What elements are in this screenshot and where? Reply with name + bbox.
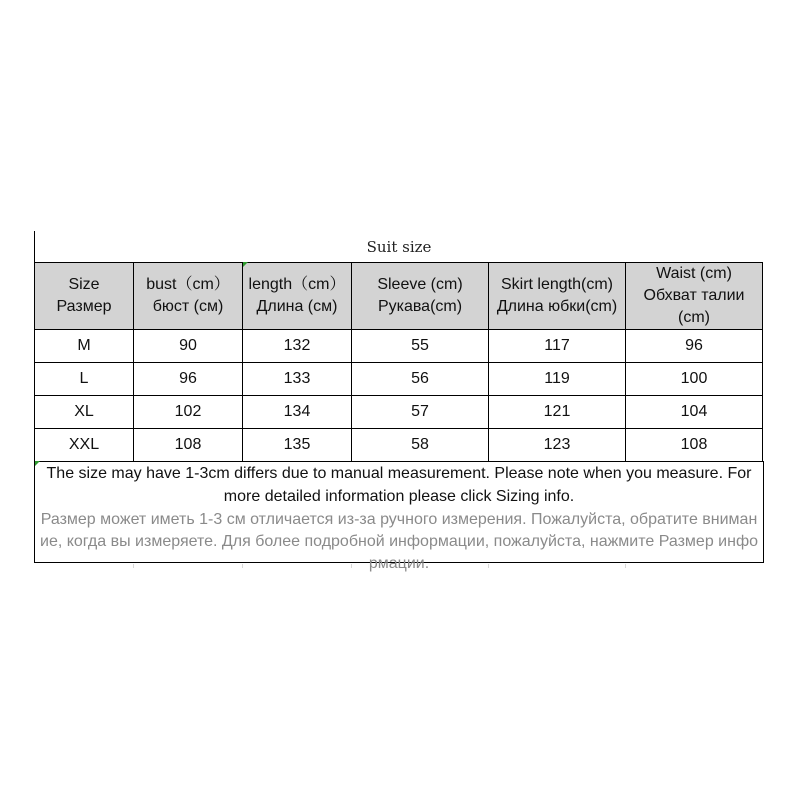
cell-length: 135 xyxy=(243,429,352,462)
size-chart xyxy=(34,231,762,572)
cell-waist: 100 xyxy=(626,363,763,396)
header-length: length（cm） Длина (см) xyxy=(243,263,352,330)
header-skirt-length: Skirt length(cm) Длина юбки(cm) xyxy=(489,263,626,330)
cell-bust: 90 xyxy=(134,330,243,363)
cell-skirt-length: 119 xyxy=(489,363,626,396)
cell-size: M xyxy=(35,330,134,363)
cell-bust: 96 xyxy=(134,363,243,396)
grid-line xyxy=(351,564,352,568)
cell-length: 133 xyxy=(243,363,352,396)
cell-length: 134 xyxy=(243,396,352,429)
cell-skirt-length: 121 xyxy=(489,396,626,429)
header-size: Size Размер xyxy=(35,263,134,330)
table-row xyxy=(35,330,763,363)
cell-length: 132 xyxy=(243,330,352,363)
cell-sleeve: 55 xyxy=(352,330,489,363)
size-table xyxy=(34,262,763,462)
note-english: The size may have 1-3cm differs due to manual measurement. Please note when you measure. For more detailed information please click Sizing info. xyxy=(46,465,752,505)
cell-sleeve: 57 xyxy=(352,396,489,429)
header-waist: Waist (cm) Обхват талии (cm) xyxy=(626,263,763,330)
cell-sleeve: 58 xyxy=(352,429,489,462)
header-sleeve: Sleeve (cm) Рукава(cm) xyxy=(352,263,489,330)
comment-marker-icon xyxy=(243,262,248,267)
cell-waist: 108 xyxy=(626,429,763,462)
table-row xyxy=(35,396,763,429)
cell-bust: 108 xyxy=(134,429,243,462)
chart-title: Suit size xyxy=(34,231,763,262)
grid-line xyxy=(488,564,489,568)
cell-bust: 102 xyxy=(134,396,243,429)
cell-skirt-length: 123 xyxy=(489,429,626,462)
measurement-note xyxy=(34,461,764,572)
grid-line xyxy=(625,564,626,568)
cell-size: XXL xyxy=(35,429,134,462)
cell-size: XL xyxy=(35,396,134,429)
header-bust: bust（cm） бюст (см) xyxy=(134,263,243,330)
cell-size: L xyxy=(35,363,134,396)
table-row xyxy=(35,429,763,462)
header-row xyxy=(35,263,763,330)
grid-line xyxy=(242,564,243,568)
comment-marker-icon xyxy=(35,461,40,466)
note-russian: Размер может иметь 1-3 см отличается из-за ручного измерения. Пожалуйста, обратите внимание, когда вы измеряете. Для более подробной информации, пожалуйста, нажмите Размер информации. xyxy=(40,511,758,572)
cell-waist: 104 xyxy=(626,396,763,429)
cell-waist: 96 xyxy=(626,330,763,363)
cell-sleeve: 56 xyxy=(352,363,489,396)
table-row xyxy=(35,363,763,396)
cell-skirt-length: 117 xyxy=(489,330,626,363)
grid-line xyxy=(133,564,134,568)
